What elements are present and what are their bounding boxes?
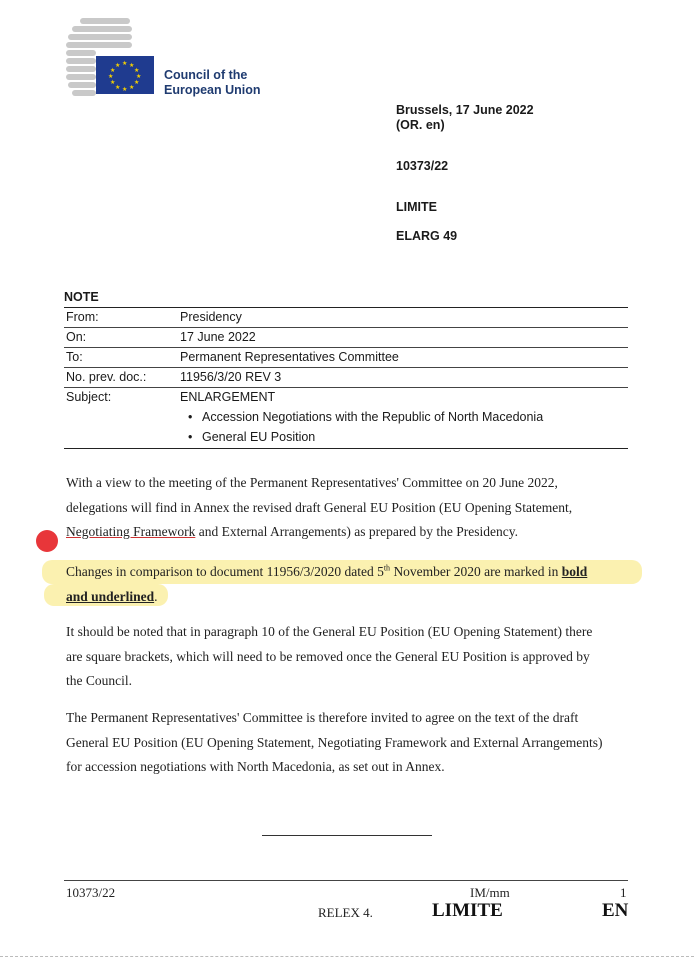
subject-item: General EU Position [202,430,316,444]
note-label: From: [66,310,99,324]
note-label: To: [66,350,83,364]
document-number: 10373/22 [396,159,449,173]
paragraph-line [66,585,626,610]
note-table [64,290,628,449]
superscript: th [383,563,391,573]
note-value: 17 June 2022 [180,330,256,344]
footer-page-number: 1 [620,885,627,900]
separator-line [262,835,432,836]
note-row-subject [64,388,628,449]
eu-flag-icon: ★ ★ ★ ★ ★ ★ ★ ★ ★ ★ ★ ★ [96,56,154,94]
note-row-prev-doc [64,368,628,388]
paragraph-text: and External Arrangements) as prepared by the Presidency. [195,524,518,539]
footer-doc-number: 10373/22 [66,885,116,900]
footer-rule [64,880,628,881]
bold-underlined-text: bold [561,564,588,579]
footer-department: RELEX 4. [318,905,373,920]
bold-underlined-text: and underlined [66,588,155,604]
note-value: 11956/3/20 REV 3 [180,370,282,384]
paragraph-line: delegations will find in Annex the revised draft General EU Position (EU Opening Statement, [66,499,573,515]
paragraph-2 [66,560,626,609]
underlined-text: Negotiating Framework [66,524,196,539]
footer-classification: LIMITE [432,900,503,921]
paragraph-text: Changes in comparison to document 11956/3/2020 dated 5 [66,564,384,579]
page-edge-line [0,956,694,957]
paragraph-line: It should be noted that in paragraph 10 of the General EU Position (EU Opening Statement) there [66,624,593,639]
original-language: (OR. en) [396,118,445,132]
paragraph-text: . [154,588,158,604]
note-row-on [64,328,628,348]
place-date: Brussels, 17 June 2022 [396,103,534,117]
org-name [164,68,261,98]
paragraph-line: The Permanent Representatives' Committee is therefore invited to agree on the text of the draft [66,710,579,725]
paragraph-line [66,520,626,545]
council-logo [66,18,276,98]
note-value: Presidency [180,310,242,324]
bullet-icon: • [188,430,193,444]
classification: LIMITE [396,200,437,214]
org-name-line2: European Union [164,83,261,97]
note-label: Subject: [66,390,112,404]
note-value: Permanent Representatives Committee [180,350,399,364]
note-label: No. prev. doc.: [66,370,147,384]
note-label: On: [66,330,87,344]
note-row-to [64,348,628,368]
bullet-icon: • [188,410,193,424]
paragraph-1 [66,471,626,545]
note-title: NOTE [64,290,628,308]
paragraph-line [66,560,626,585]
red-dot-marker [36,530,58,552]
paragraph-line: With a view to the meeting of the Permanent Representatives' Committee on 20 June 2022, [66,475,558,490]
paragraph-line: the Council. [66,673,132,688]
paragraph-line: General EU Position (EU Opening Statement, Negotiating Framework and External Arrangements) [66,734,603,750]
paragraph-line: for accession negotiations with North Macedonia, as set out in Annex. [66,759,445,774]
paragraph-text: November 2020 are marked in [390,564,562,579]
subject-item: Accession Negotiations with the Republic of North Macedonia [202,410,544,424]
footer-initials: IM/mm [470,885,510,900]
footer-language: EN [602,900,629,921]
document-code: ELARG 49 [396,229,458,243]
note-row-from [64,308,628,328]
paragraph-4 [66,706,626,780]
paragraph-3 [66,620,626,694]
org-name-line1: Council of the [164,68,248,82]
paragraph-line: are square brackets, which will need to be removed once the General EU Position is approved by [66,648,590,664]
subject-value: ENLARGEMENT [180,390,276,404]
